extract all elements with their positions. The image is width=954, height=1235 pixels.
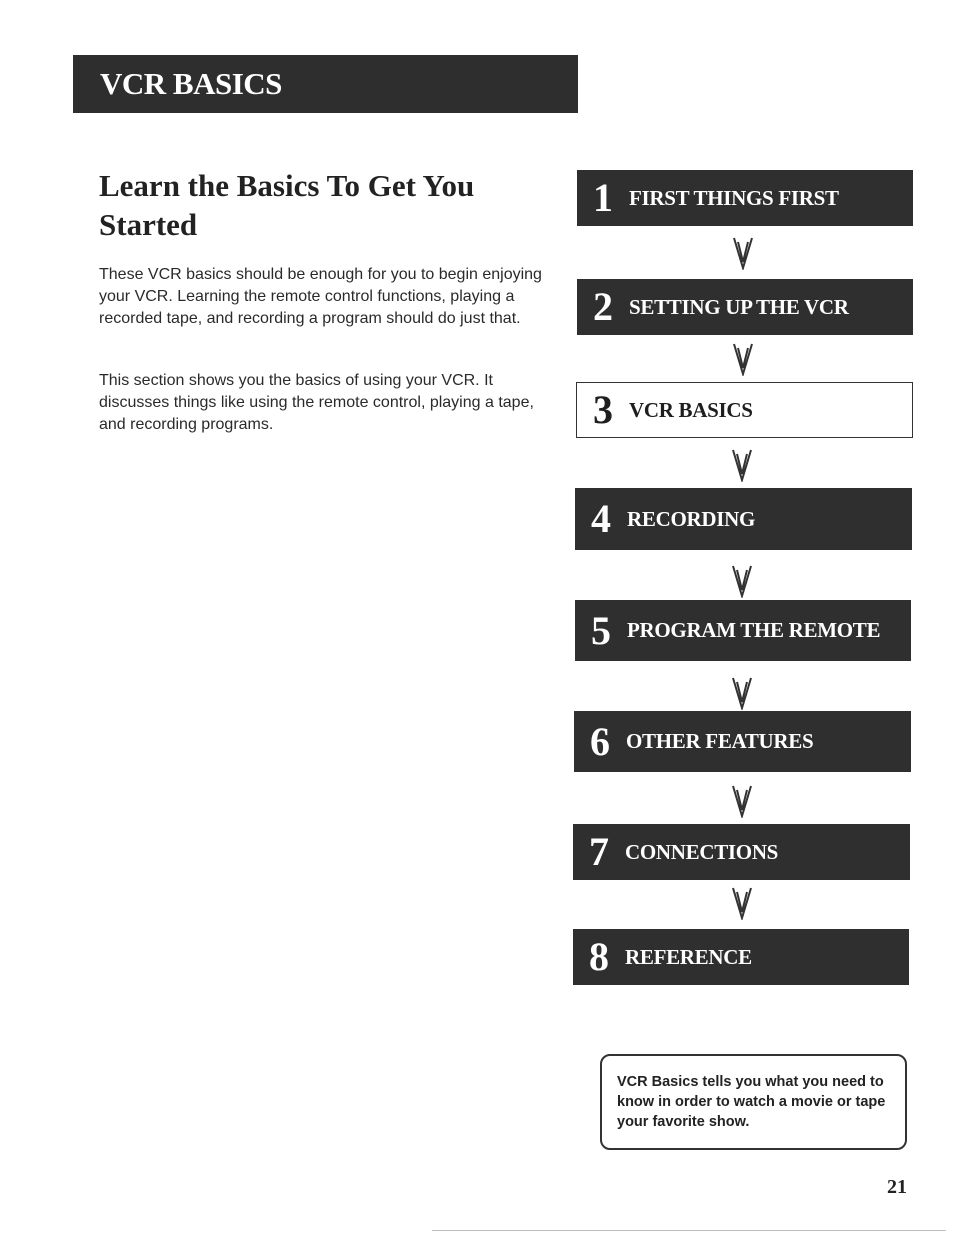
step-number: 8 (589, 934, 609, 979)
step-label: FIRST THINGS FIRST (629, 185, 839, 210)
section-banner (73, 55, 578, 113)
down-arrow-icon (732, 236, 754, 270)
step-label: OTHER FEATURES (626, 729, 814, 753)
page-number: 21 (887, 1176, 907, 1198)
note-text: VCR Basics tells you what you need to know in order to watch a movie or tape your favorite show. (617, 1074, 886, 1130)
step-7-connections[interactable] (573, 824, 910, 880)
step-number: 7 (589, 829, 609, 874)
step-number: 5 (591, 607, 611, 653)
step-number: 1 (593, 175, 613, 220)
step-2-setting-up-the-vcr[interactable] (577, 279, 913, 335)
down-arrow-icon (731, 564, 753, 598)
step-3-vcr-basics-current[interactable] (576, 382, 913, 438)
step-number: 3 (593, 387, 613, 432)
step-label: VCR BASICS (629, 397, 753, 422)
page-headline: Learn the Basics To Get You Started (99, 168, 475, 242)
section-description-paragraph: This section shows you the basics of using your VCR. It discusses things like using the remote control, playing a tape, and recording programs. (99, 372, 534, 433)
note-callout (600, 1054, 907, 1150)
step-number: 2 (593, 284, 613, 329)
step-number: 4 (591, 496, 611, 541)
step-4-recording[interactable] (575, 488, 912, 550)
step-label: CONNECTIONS (625, 839, 779, 864)
down-arrow-icon (731, 676, 753, 710)
step-label: SETTING UP THE VCR (629, 294, 849, 319)
step-label: PROGRAM THE REMOTE (627, 618, 881, 642)
step-8-reference[interactable] (573, 929, 909, 985)
step-number: 6 (590, 718, 610, 764)
down-arrow-icon (731, 784, 753, 818)
step-label: RECORDING (627, 506, 755, 531)
section-title: VCR BASICS (100, 66, 282, 101)
down-arrow-icon (731, 448, 753, 482)
intro-paragraph: These VCR basics should be enough for you to begin enjoying your VCR. Learning the remote control functions, playing a recorded tape, and recording a program should do just that. (99, 266, 542, 327)
step-6-other-features[interactable] (574, 711, 911, 772)
step-5-program-the-remote[interactable] (575, 600, 911, 661)
down-arrow-icon (731, 886, 753, 920)
down-arrow-icon (732, 342, 754, 376)
footer-divider (432, 1230, 946, 1231)
step-label: REFERENCE (625, 944, 752, 969)
step-1-first-things-first[interactable] (577, 170, 913, 226)
